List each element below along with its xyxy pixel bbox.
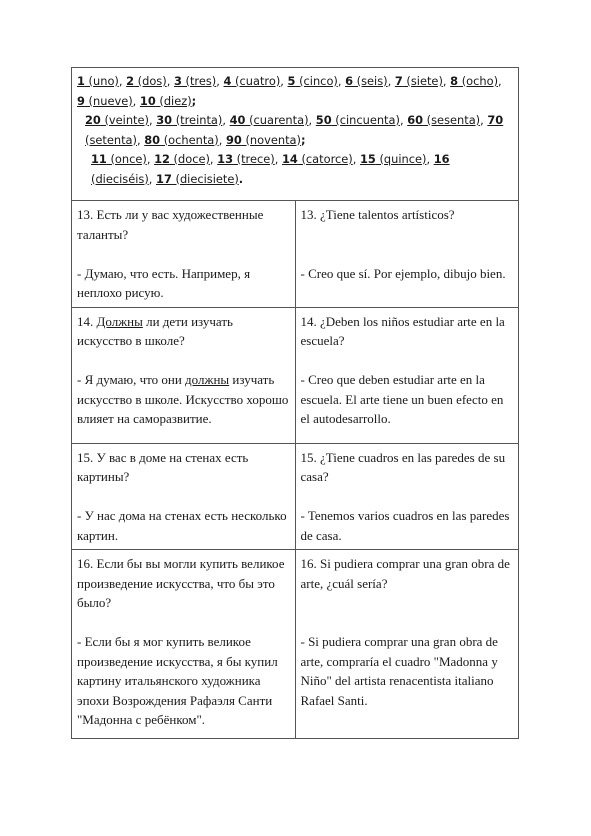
number-word: (seis) (353, 74, 388, 88)
table-row (72, 443, 519, 550)
number-entry (77, 94, 133, 108)
separator: , (222, 113, 230, 127)
russian-answer: - У нас дома на стенах есть несколько картин. (77, 508, 287, 543)
number-word: (veinte) (100, 113, 149, 127)
number-entry (156, 113, 222, 127)
number-word: (cuarenta) (245, 113, 309, 127)
number-digit: 17 (156, 171, 172, 186)
numbers-line-1 (77, 72, 513, 111)
vocabulary-table (71, 67, 519, 739)
separator: , (146, 152, 155, 166)
separator: , (166, 74, 174, 88)
number-entry (77, 74, 119, 88)
number-digit: 80 (144, 132, 161, 147)
number-word: (noventa) (241, 132, 301, 147)
numbers-row (72, 68, 519, 201)
number-entry (345, 74, 388, 88)
number-digit: 9 (77, 93, 85, 108)
number-word: (ocho) (458, 74, 499, 88)
number-digit: 50 (315, 113, 332, 127)
answer-rest: изучать искусство в школе. Искусство хорошо влияет на саморазвитие. (77, 372, 289, 426)
separator: , (308, 113, 316, 127)
number-entry (288, 74, 338, 88)
separator: , (136, 132, 145, 147)
spanish-answer: - Tenemos varios cuadros en las paredes de casa. (300, 508, 510, 543)
spanish-question: 14. ¿Deben los niños estudiar arte en la escuela? (300, 313, 505, 348)
underlined-word: должны (185, 372, 230, 387)
spanish-cell (295, 201, 519, 308)
number-digit: 6 (345, 74, 354, 88)
russian-cell (72, 443, 296, 550)
number-word: (diecisiete) (171, 171, 239, 186)
spanish-question: 13. ¿Tiene talentos artísticos? (300, 207, 455, 222)
number-word: (cinco) (295, 74, 338, 88)
russian-cell (72, 307, 296, 443)
number-entry (360, 152, 426, 166)
number-word: (once) (106, 152, 147, 166)
number-digit: 4 (223, 74, 232, 88)
number-word: (cincuenta) (331, 113, 400, 127)
number-digit: 8 (450, 74, 459, 88)
separator: , (216, 74, 224, 88)
number-entry (144, 133, 219, 147)
separator: , (209, 152, 218, 166)
separator: , (337, 74, 346, 88)
number-word: (quince) (375, 152, 427, 166)
number-entry (407, 113, 480, 127)
separator: , (480, 113, 488, 127)
number-digit: 12 (154, 152, 170, 166)
number-digit: 2 (126, 74, 135, 88)
number-digit: 30 (156, 113, 173, 127)
numbers-line-3 (77, 150, 513, 189)
number-word: (dos) (134, 74, 167, 88)
number-digit: 7 (394, 74, 403, 88)
number-word: (doce) (169, 152, 210, 166)
separator: , (426, 152, 434, 166)
separator: , (387, 74, 395, 88)
numbers-cell (72, 68, 519, 201)
number-word: (uno) (84, 74, 119, 88)
number-word: (setenta) (85, 132, 137, 147)
russian-answer: - Думаю, что есть. Например, я неплохо рисую. (77, 265, 251, 300)
number-digit: 90 (225, 132, 242, 147)
number-entry (224, 74, 281, 88)
separator: , (148, 113, 157, 127)
number-digit: 10 (139, 93, 156, 108)
number-digit: 13 (217, 152, 234, 166)
number-digit: 20 (85, 113, 101, 127)
spanish-cell (295, 550, 519, 739)
number-digit: 11 (91, 152, 107, 166)
number-entry (395, 74, 443, 88)
number-entry (154, 152, 210, 166)
number-word: (cuatro) (231, 74, 281, 88)
number-entry (230, 113, 309, 127)
spanish-answer: - Creo que deben estudiar arte en la escuela. El arte tiene un buen efecto en el autodesarrollo. (300, 372, 504, 426)
number-entry (226, 133, 301, 147)
number-entry (91, 152, 147, 166)
table-row (72, 550, 519, 739)
separator: , (118, 74, 127, 88)
line-end: ; (300, 132, 306, 147)
answer-prefix: - Я думаю, что они (77, 372, 186, 387)
number-entry (140, 94, 192, 108)
line-end: ; (191, 93, 197, 108)
number-digit: 15 (359, 152, 376, 166)
number-entry (156, 172, 239, 186)
number-entry (316, 113, 400, 127)
number-digit: 16 (433, 152, 450, 166)
russian-answer (77, 370, 290, 429)
line-end: . (238, 171, 244, 186)
number-word: (treinta) (172, 113, 223, 127)
number-digit: 40 (229, 113, 246, 127)
number-entry (85, 113, 149, 127)
russian-question (77, 312, 290, 351)
table-row (72, 201, 519, 308)
number-word: (siete) (402, 74, 443, 88)
spanish-question: 16. Si pudiera comprar una gran obra de arte, ¿cuál sería? (300, 556, 510, 591)
spanish-cell (295, 443, 519, 550)
separator: , (148, 171, 157, 186)
number-digit: 3 (173, 74, 182, 88)
table-row (72, 307, 519, 443)
number-entry (126, 74, 167, 88)
separator: , (352, 152, 360, 166)
number-entry (282, 152, 353, 166)
number-digit: 14 (281, 152, 298, 166)
number-word: (nueve) (84, 93, 133, 108)
separator: , (218, 132, 226, 147)
separator: , (274, 152, 282, 166)
number-word: (ochenta) (160, 132, 219, 147)
number-digit: 60 (407, 113, 424, 127)
number-word: (dieciséis) (91, 171, 149, 186)
number-word: (sesenta) (423, 113, 481, 127)
russian-question: 13. Есть ли у вас художественные таланты? (77, 207, 264, 242)
spanish-cell (295, 307, 519, 443)
separator: , (498, 74, 502, 88)
number-entry (217, 152, 275, 166)
russian-question: 16. Если бы вы могли купить великое произведение искусства, что бы это было? (77, 556, 285, 610)
separator: , (280, 74, 288, 88)
number-word: (trece) (233, 152, 275, 166)
russian-answer: - Если бы я мог купить великое произведение искусства, я бы купил картину итальянского художника эпохи Возрождения Рафаэля Санти "Мадонна с ребёнком". (77, 634, 278, 727)
number-digit: 1 (77, 74, 85, 88)
separator: , (442, 74, 451, 88)
russian-cell (72, 550, 296, 739)
separator: , (132, 93, 140, 108)
number-word: (catorce) (297, 152, 353, 166)
separator: , (399, 113, 408, 127)
number-digit: 70 (487, 113, 504, 127)
numbers-line-2 (77, 111, 513, 150)
spanish-answer: - Creo que sí. Por ejemplo, dibujo bien. (300, 265, 506, 281)
spanish-answer: - Si pudiera comprar una gran obra de arte, compraría el cuadro "Madonna y Niño" del artista renacentista italiano Rafael Santi. (300, 634, 498, 708)
question-prefix: 14. (77, 313, 97, 329)
number-word: (diez) (155, 93, 192, 108)
number-word: (tres) (181, 74, 217, 88)
number-entry (450, 74, 498, 88)
underlined-word: Должны (96, 313, 143, 329)
russian-cell (72, 201, 296, 308)
question-rest: ли дети изучать искусство в школе? (77, 313, 233, 348)
spanish-question: 15. ¿Tiene cuadros en las paredes de su casa? (300, 449, 506, 484)
number-digit: 5 (287, 74, 296, 88)
number-entry (174, 74, 216, 88)
russian-question: 15. У вас в доме на стенах есть картины? (77, 449, 249, 484)
